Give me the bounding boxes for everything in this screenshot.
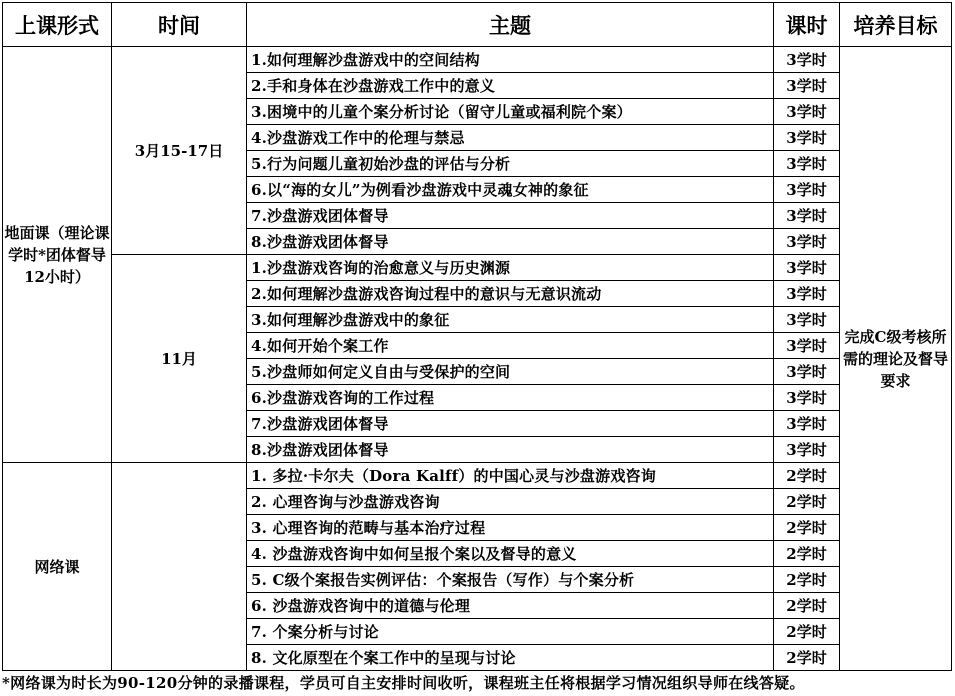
hours-cell: 3学时 <box>774 307 840 333</box>
hours-cell: 2学时 <box>774 463 840 489</box>
hours-cell: 2学时 <box>774 541 840 567</box>
hours-cell: 3学时 <box>774 99 840 125</box>
hours-cell: 3学时 <box>774 385 840 411</box>
hours-cell: 3学时 <box>774 411 840 437</box>
topic-cell: 8.沙盘游戏团体督导 <box>247 437 774 463</box>
course-form-cell: 地面课（理论课学时*团体督导12小时） <box>3 47 112 463</box>
hours-cell: 2学时 <box>774 645 840 671</box>
header-goal: 培养目标 <box>840 3 952 47</box>
hours-cell: 2学时 <box>774 489 840 515</box>
topic-cell: 3.困境中的儿童个案分析讨论（留守儿童或福利院个案） <box>247 99 774 125</box>
topic-cell: 1. 多拉·卡尔夫（Dora Kalff）的中国心灵与沙盘游戏咨询 <box>247 463 774 489</box>
topic-cell: 6.沙盘游戏咨询的工作过程 <box>247 385 774 411</box>
hours-cell: 3学时 <box>774 229 840 255</box>
topic-cell: 7. 个案分析与讨论 <box>247 619 774 645</box>
topic-cell: 1.沙盘游戏咨询的治愈意义与历史渊源 <box>247 255 774 281</box>
hours-cell: 3学时 <box>774 437 840 463</box>
topic-cell: 4.如何开始个案工作 <box>247 333 774 359</box>
hours-cell: 2学时 <box>774 515 840 541</box>
topic-cell: 1.如何理解沙盘游戏中的空间结构 <box>247 47 774 73</box>
session-time-cell: 11月 <box>112 255 247 463</box>
hours-cell: 2学时 <box>774 593 840 619</box>
hours-cell: 3学时 <box>774 203 840 229</box>
training-goal-cell: 完成C级考核所需的理论及督导要求 <box>840 47 952 671</box>
header-time: 时间 <box>112 3 247 47</box>
topic-cell: 8. 文化原型在个案工作中的呈现与讨论 <box>247 645 774 671</box>
topic-cell: 8.沙盘游戏团体督导 <box>247 229 774 255</box>
hours-cell: 3学时 <box>774 333 840 359</box>
hours-cell: 2学时 <box>774 567 840 593</box>
topic-cell: 7.沙盘游戏团体督导 <box>247 411 774 437</box>
course-form-cell: 网络课 <box>3 463 112 671</box>
table-row <box>3 463 952 489</box>
header-form: 上课形式 <box>3 3 112 47</box>
topic-cell: 7.沙盘游戏团体督导 <box>247 203 774 229</box>
topic-cell: 4.沙盘游戏工作中的伦理与禁忌 <box>247 125 774 151</box>
topic-cell: 3.如何理解沙盘游戏中的象征 <box>247 307 774 333</box>
table-row <box>3 255 952 281</box>
topic-cell: 6. 沙盘游戏咨询中的道德与伦理 <box>247 593 774 619</box>
hours-cell: 3学时 <box>774 359 840 385</box>
hours-cell: 3学时 <box>774 151 840 177</box>
topic-cell: 3. 心理咨询的范畴与基本治疗过程 <box>247 515 774 541</box>
header-hours: 课时 <box>774 3 840 47</box>
hours-cell: 2学时 <box>774 619 840 645</box>
course-schedule-table <box>2 2 952 671</box>
topic-cell: 5. C级个案报告实例评估：个案报告（写作）与个案分析 <box>247 567 774 593</box>
hours-cell: 3学时 <box>774 281 840 307</box>
topic-cell: 2. 心理咨询与沙盘游戏咨询 <box>247 489 774 515</box>
topic-cell: 5.行为问题儿童初始沙盘的评估与分析 <box>247 151 774 177</box>
header-topic: 主题 <box>247 3 774 47</box>
topic-cell: 5.沙盘师如何定义自由与受保护的空间 <box>247 359 774 385</box>
topic-cell: 2.如何理解沙盘游戏咨询过程中的意识与无意识流动 <box>247 281 774 307</box>
session-time-cell <box>112 463 247 671</box>
header-row <box>3 3 952 47</box>
footnote: *网络课为时长为90-120分钟的录播课程，学员可自主安排时间收听，课程班主任将根据学习情况组织导师在线答疑。 <box>2 674 805 692</box>
hours-cell: 3学时 <box>774 255 840 281</box>
table-row <box>3 47 952 73</box>
hours-cell: 3学时 <box>774 73 840 99</box>
hours-cell: 3学时 <box>774 177 840 203</box>
session-time-cell: 3月15-17日 <box>112 47 247 255</box>
topic-cell: 2.手和身体在沙盘游戏工作中的意义 <box>247 73 774 99</box>
topic-cell: 6.以“海的女儿”为例看沙盘游戏中灵魂女神的象征 <box>247 177 774 203</box>
hours-cell: 3学时 <box>774 125 840 151</box>
topic-cell: 4. 沙盘游戏咨询中如何呈报个案以及督导的意义 <box>247 541 774 567</box>
hours-cell: 3学时 <box>774 47 840 73</box>
